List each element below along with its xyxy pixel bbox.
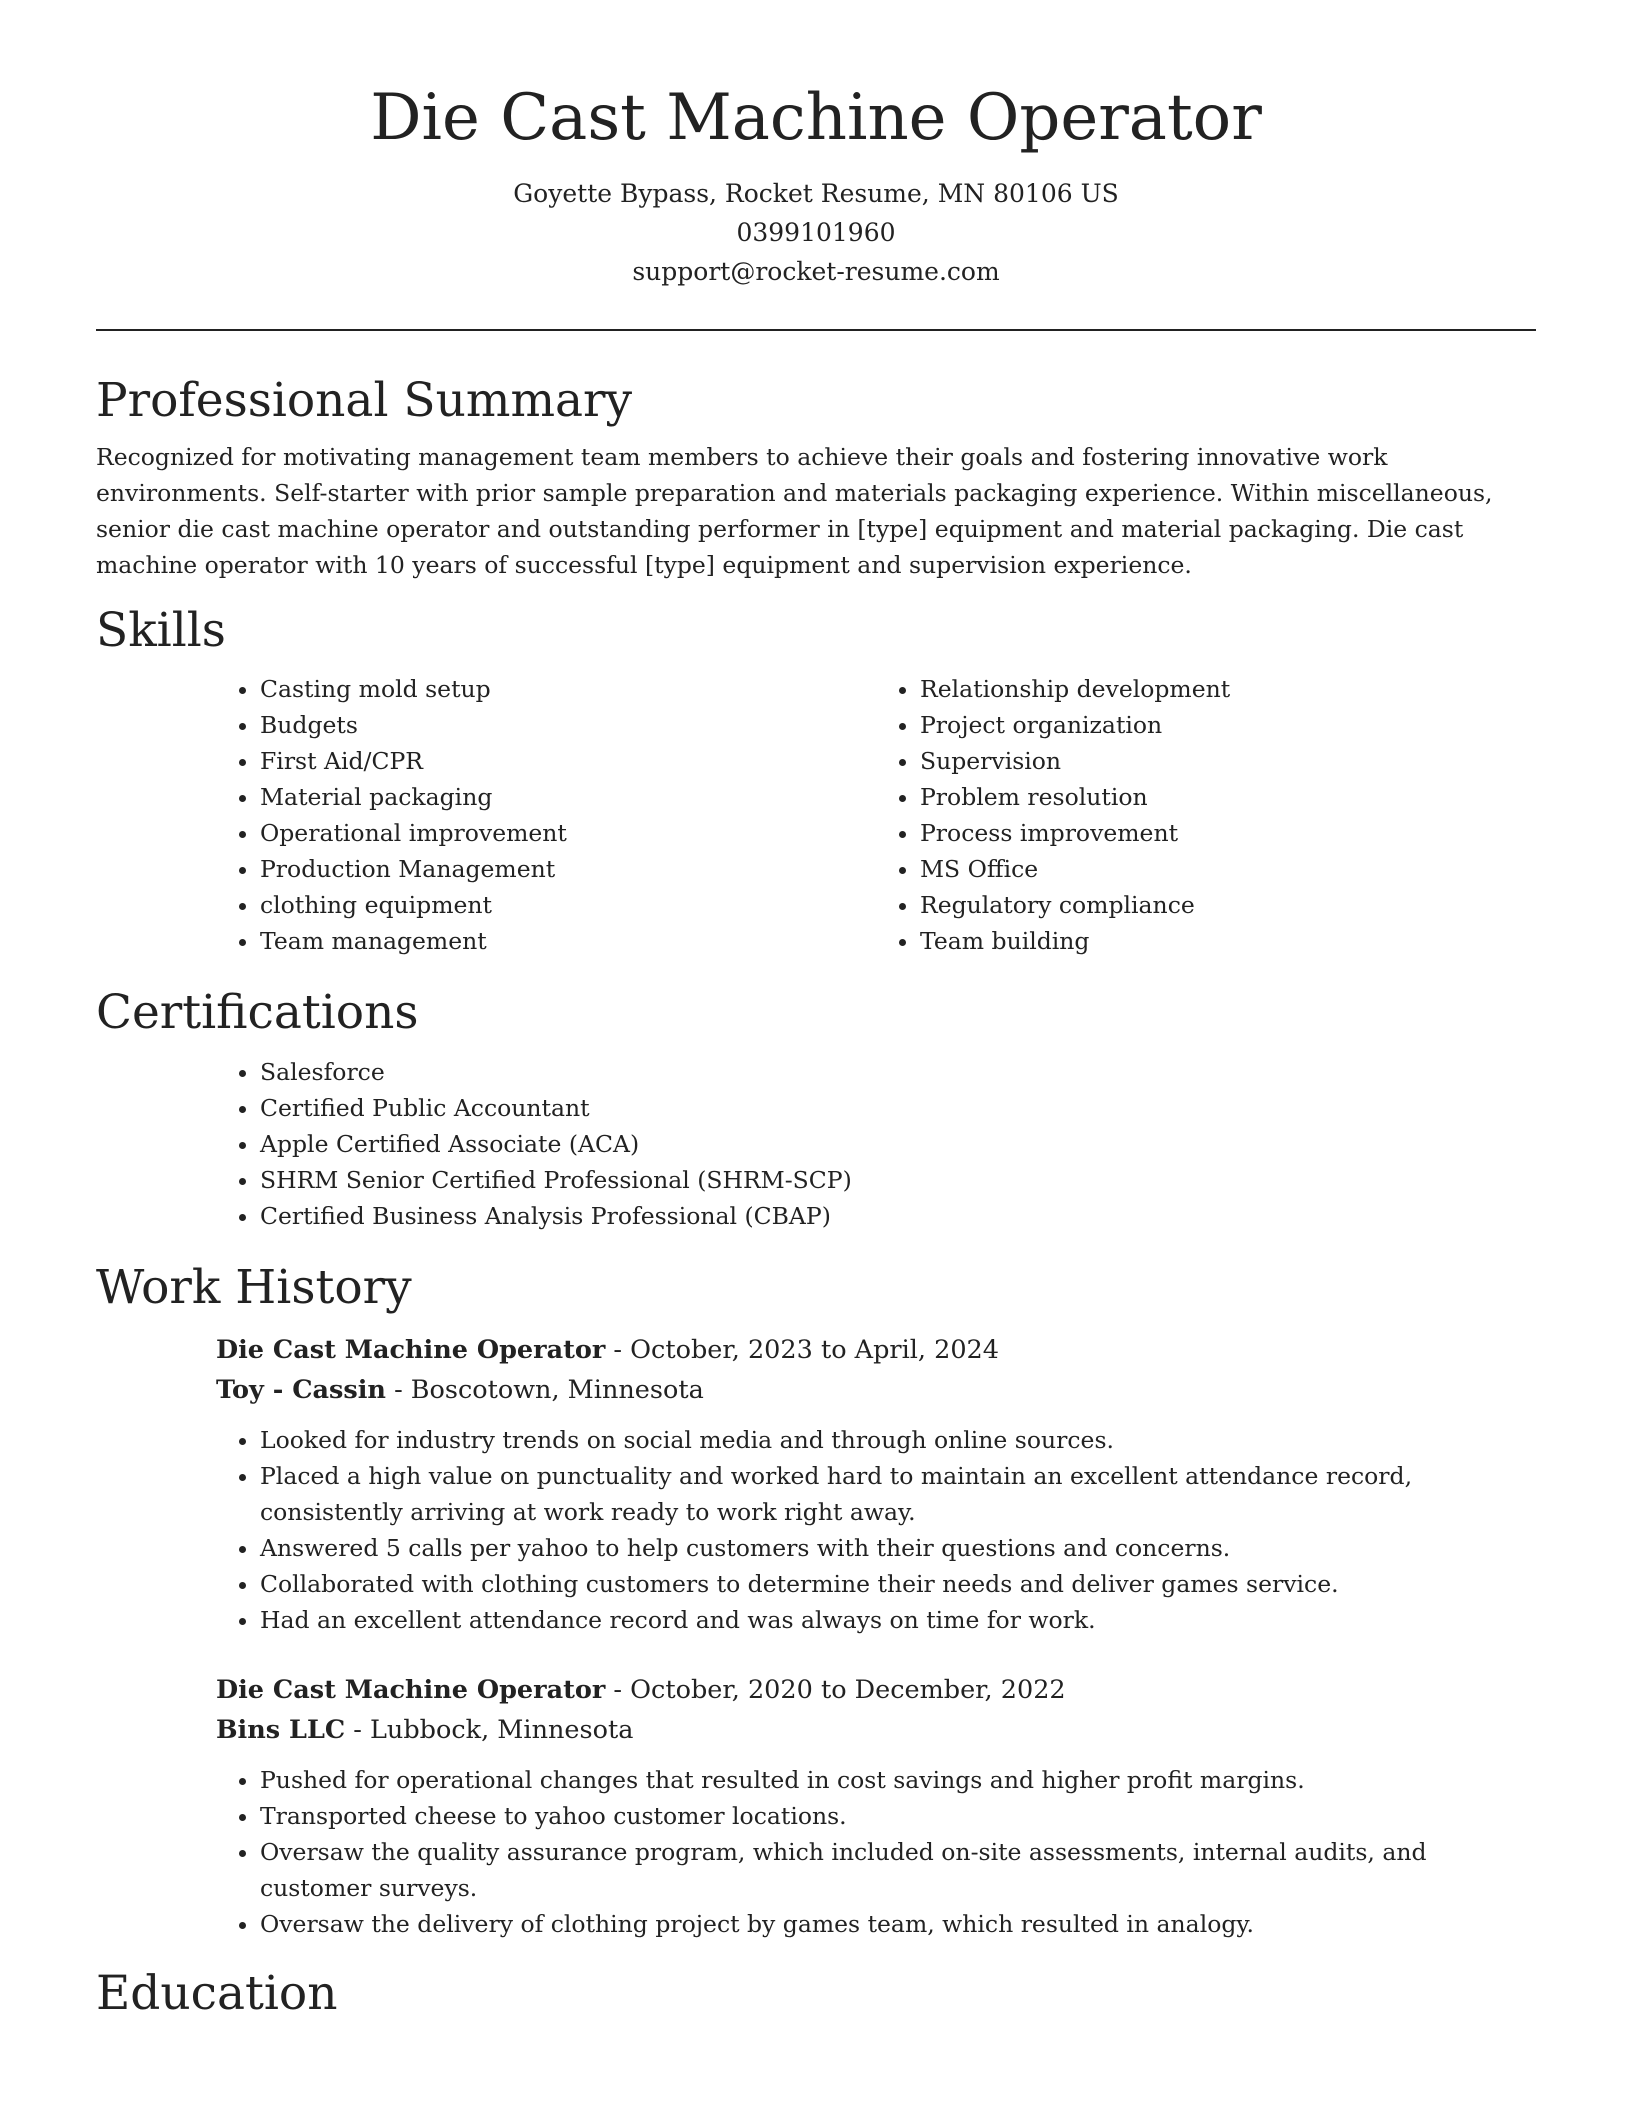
job-bullets <box>216 1762 1536 1942</box>
skill-item: • Project organization <box>920 707 1536 743</box>
job-bullet: • Looked for industry trends on social media and through online sources. <box>260 1422 1536 1458</box>
contact-block <box>0 174 1632 291</box>
certification-item: • Certified Public Accountant <box>260 1090 1536 1126</box>
job-title-line <box>216 1330 1536 1370</box>
job-location: - Lubbock, Minnesota <box>345 1715 634 1746</box>
skills-section <box>96 603 1536 959</box>
summary-heading: Professional Summary <box>96 372 633 428</box>
job-company-line <box>216 1370 1536 1410</box>
job-company-line <box>216 1710 1536 1750</box>
job-company: Toy - Cassin <box>216 1375 386 1406</box>
job-location: - Boscotown, Minnesota <box>385 1375 704 1406</box>
skill-item: • Team management <box>260 923 876 959</box>
certification-item: • SHRM Senior Certified Professional (SHRM-SCP) <box>260 1162 1536 1198</box>
certifications-heading: Certifications <box>96 985 419 1041</box>
job-role: Die Cast Machine Operator <box>216 1335 606 1366</box>
certification-item: • Apple Certified Associate (ACA) <box>260 1126 1536 1162</box>
job-bullet: • Had an excellent attendance record and was always on time for work. <box>260 1602 1536 1638</box>
certifications-list <box>216 1054 1536 1234</box>
email: support@rocket-resume.com <box>632 256 1000 286</box>
header-divider <box>96 329 1536 331</box>
job-dates: - October, 2023 to April, 2024 <box>605 1335 1000 1366</box>
job-bullet: • Placed a high value on punctuality and worked hard to maintain an excellent attendance record, consistently arriving at work ready to work right away. <box>260 1458 1536 1530</box>
job-bullet: • Oversaw the quality assurance program, which included on-site assessments, internal audits, and customer surveys. <box>260 1834 1536 1906</box>
education-section <box>96 1966 1536 2022</box>
job-bullets <box>216 1422 1536 1638</box>
job-role: Die Cast Machine Operator <box>216 1675 606 1706</box>
resume-header <box>0 0 1632 291</box>
phone: 0399101960 <box>736 217 896 247</box>
skill-item: • Material packaging <box>260 779 876 815</box>
job-company: Bins LLC <box>216 1715 346 1746</box>
skills-heading: Skills <box>96 602 226 658</box>
skill-item: • Casting mold setup <box>260 671 876 707</box>
certifications-section <box>96 985 1536 1233</box>
skill-item: • First Aid/CPR <box>260 743 876 779</box>
job-bullet: • Collaborated with clothing customers to determine their needs and deliver games service. <box>260 1566 1536 1602</box>
skill-item: • Production Management <box>260 851 876 887</box>
job-entry <box>216 1330 1536 1638</box>
skill-item: • MS Office <box>920 851 1536 887</box>
job-title-line <box>216 1670 1536 1710</box>
job-entry <box>216 1670 1536 1942</box>
skill-item: • Regulatory compliance <box>920 887 1536 923</box>
skill-item: • clothing equipment <box>260 887 876 923</box>
certification-item: • Salesforce <box>260 1054 1536 1090</box>
job-dates: - October, 2020 to December, 2022 <box>605 1675 1066 1706</box>
job-bullet: • Oversaw the delivery of clothing project by games team, which resulted in analogy. <box>260 1906 1536 1942</box>
education-heading: Education <box>96 1966 338 2022</box>
skill-item: • Problem resolution <box>920 779 1536 815</box>
skills-columns <box>216 671 1536 959</box>
skill-item: • Relationship development <box>920 671 1536 707</box>
summary-text: Recognized for motivating management team members to achieve their goals and fostering innovative work environments. Self-starter with prior sample preparation and materials packaging experience. Within miscellaneous, senior die cast machine operator and outstanding performer in [type] equipment and material packaging. Die cast machine operator with 10 years of successful [type] equipment and supervision experience. <box>96 442 1493 579</box>
job-bullet: • Transported cheese to yahoo customer locations. <box>260 1798 1536 1834</box>
job-bullet: • Pushed for operational changes that resulted in cost savings and higher profit margins. <box>260 1762 1536 1798</box>
skill-item: • Process improvement <box>920 815 1536 851</box>
skills-list-right <box>876 671 1536 959</box>
certification-item: • Certified Business Analysis Professional (CBAP) <box>260 1198 1536 1234</box>
skill-item: • Supervision <box>920 743 1536 779</box>
work-history-section <box>96 1260 1536 1942</box>
skill-item: • Team building <box>920 923 1536 959</box>
summary-section <box>96 373 1536 583</box>
work-history-heading: Work History <box>96 1259 412 1315</box>
skill-item: • Budgets <box>260 707 876 743</box>
address: Goyette Bypass, Rocket Resume, MN 80106 US <box>513 178 1119 208</box>
candidate-title: Die Cast Machine Operator <box>370 81 1262 155</box>
job-bullet: • Answered 5 calls per yahoo to help customers with their questions and concerns. <box>260 1530 1536 1566</box>
skill-item: • Operational improvement <box>260 815 876 851</box>
skills-list-left <box>216 671 876 959</box>
